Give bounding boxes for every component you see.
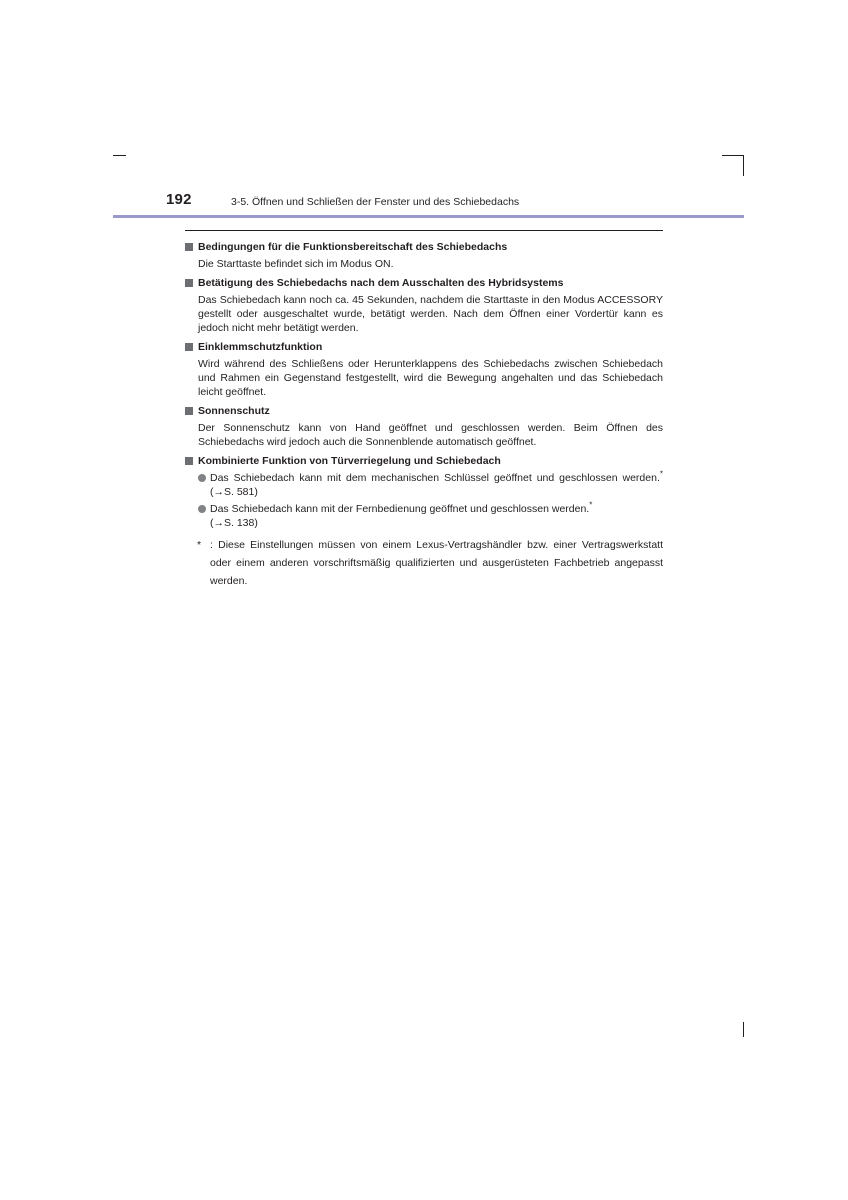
crop-mark-top-left (113, 155, 126, 156)
footnote-text: : Diese Einstellungen müssen von einem Lexus-Vertragshändler bzw. einer Vertragswerkstatt oder einem anderen vorschriftsmäßig qualifizierten und ausgerüsteten Fachbetrieb angepasst werden. (210, 539, 663, 587)
section-body: Die Starttaste befindet sich im Modus ON. (198, 258, 394, 270)
footnote-marker: * (659, 469, 663, 479)
section-body: Wird während des Schließens oder Herunterklappens des Schiebedachs zwischen Schiebedach und Rahmen ein Gegenstand festgestellt, wird die Bewegung angehalten und das Schiebedach leicht geöffnet. (198, 358, 663, 398)
content-top-rule (185, 230, 663, 231)
round-bullet-icon (198, 474, 206, 482)
square-bullet-icon (185, 243, 193, 251)
square-bullet-icon (185, 343, 193, 351)
section-heading (185, 454, 663, 468)
square-bullet-icon (185, 279, 193, 287)
crop-mark-top-right-vertical (743, 155, 744, 176)
section-heading (185, 340, 663, 354)
list-item (185, 502, 663, 530)
section-heading-text: Betätigung des Schiebedachs nach dem Ausschalten des Hybridsystems (198, 277, 564, 289)
page-number: 192 (166, 191, 192, 208)
section-heading-text: Kombinierte Funktion von Türverriegelung und Schiebedach (198, 455, 501, 467)
list-item-text: Das Schiebedach kann mit dem mechanischen Schlüssel geöffnet und geschlossen werden. (210, 472, 660, 484)
section-body: Das Schiebedach kann noch ca. 45 Sekunden, nachdem die Starttaste in den Modus ACCESSORY gestellt oder ausgeschaltet wurde, betätigt werden. Nach dem Öffnen einer Vordertür kann es jedoch nicht mehr betätigt werden. (198, 294, 663, 334)
section-heading (185, 404, 663, 418)
footnote-asterisk: * (197, 539, 202, 551)
page-reference: (→S. 138) (210, 517, 258, 529)
list-item (185, 471, 663, 499)
list-item-text: Das Schiebedach kann mit der Fernbedienung geöffnet und geschlossen werden. (210, 503, 590, 515)
chapter-title: 3-5. Öffnen und Schließen der Fenster und des Schiebedachs (231, 196, 520, 208)
square-bullet-icon (185, 407, 193, 415)
header-rule (113, 215, 744, 218)
square-bullet-icon (185, 457, 193, 465)
section-heading-text: Einklemmschutzfunktion (198, 341, 323, 353)
content-area (185, 240, 663, 590)
footnote (185, 536, 663, 590)
crop-mark-bottom-right (743, 1022, 744, 1037)
section-heading-text: Sonnenschutz (198, 405, 270, 417)
section-body: Der Sonnenschutz kann von Hand geöffnet und geschlossen werden. Beim Öffnen des Schiebedachs wird jedoch auch die Sonnenblende automatisch geöffnet. (198, 422, 663, 448)
page-reference: (→S. 581) (210, 486, 258, 498)
round-bullet-icon (198, 505, 206, 513)
section-heading-text: Bedingungen für die Funktionsbereitschaft des Schiebedachs (198, 241, 508, 253)
section-heading (185, 240, 663, 254)
section-heading (185, 276, 663, 290)
crop-mark-top-right (722, 155, 744, 156)
footnote-marker: * (589, 500, 593, 510)
